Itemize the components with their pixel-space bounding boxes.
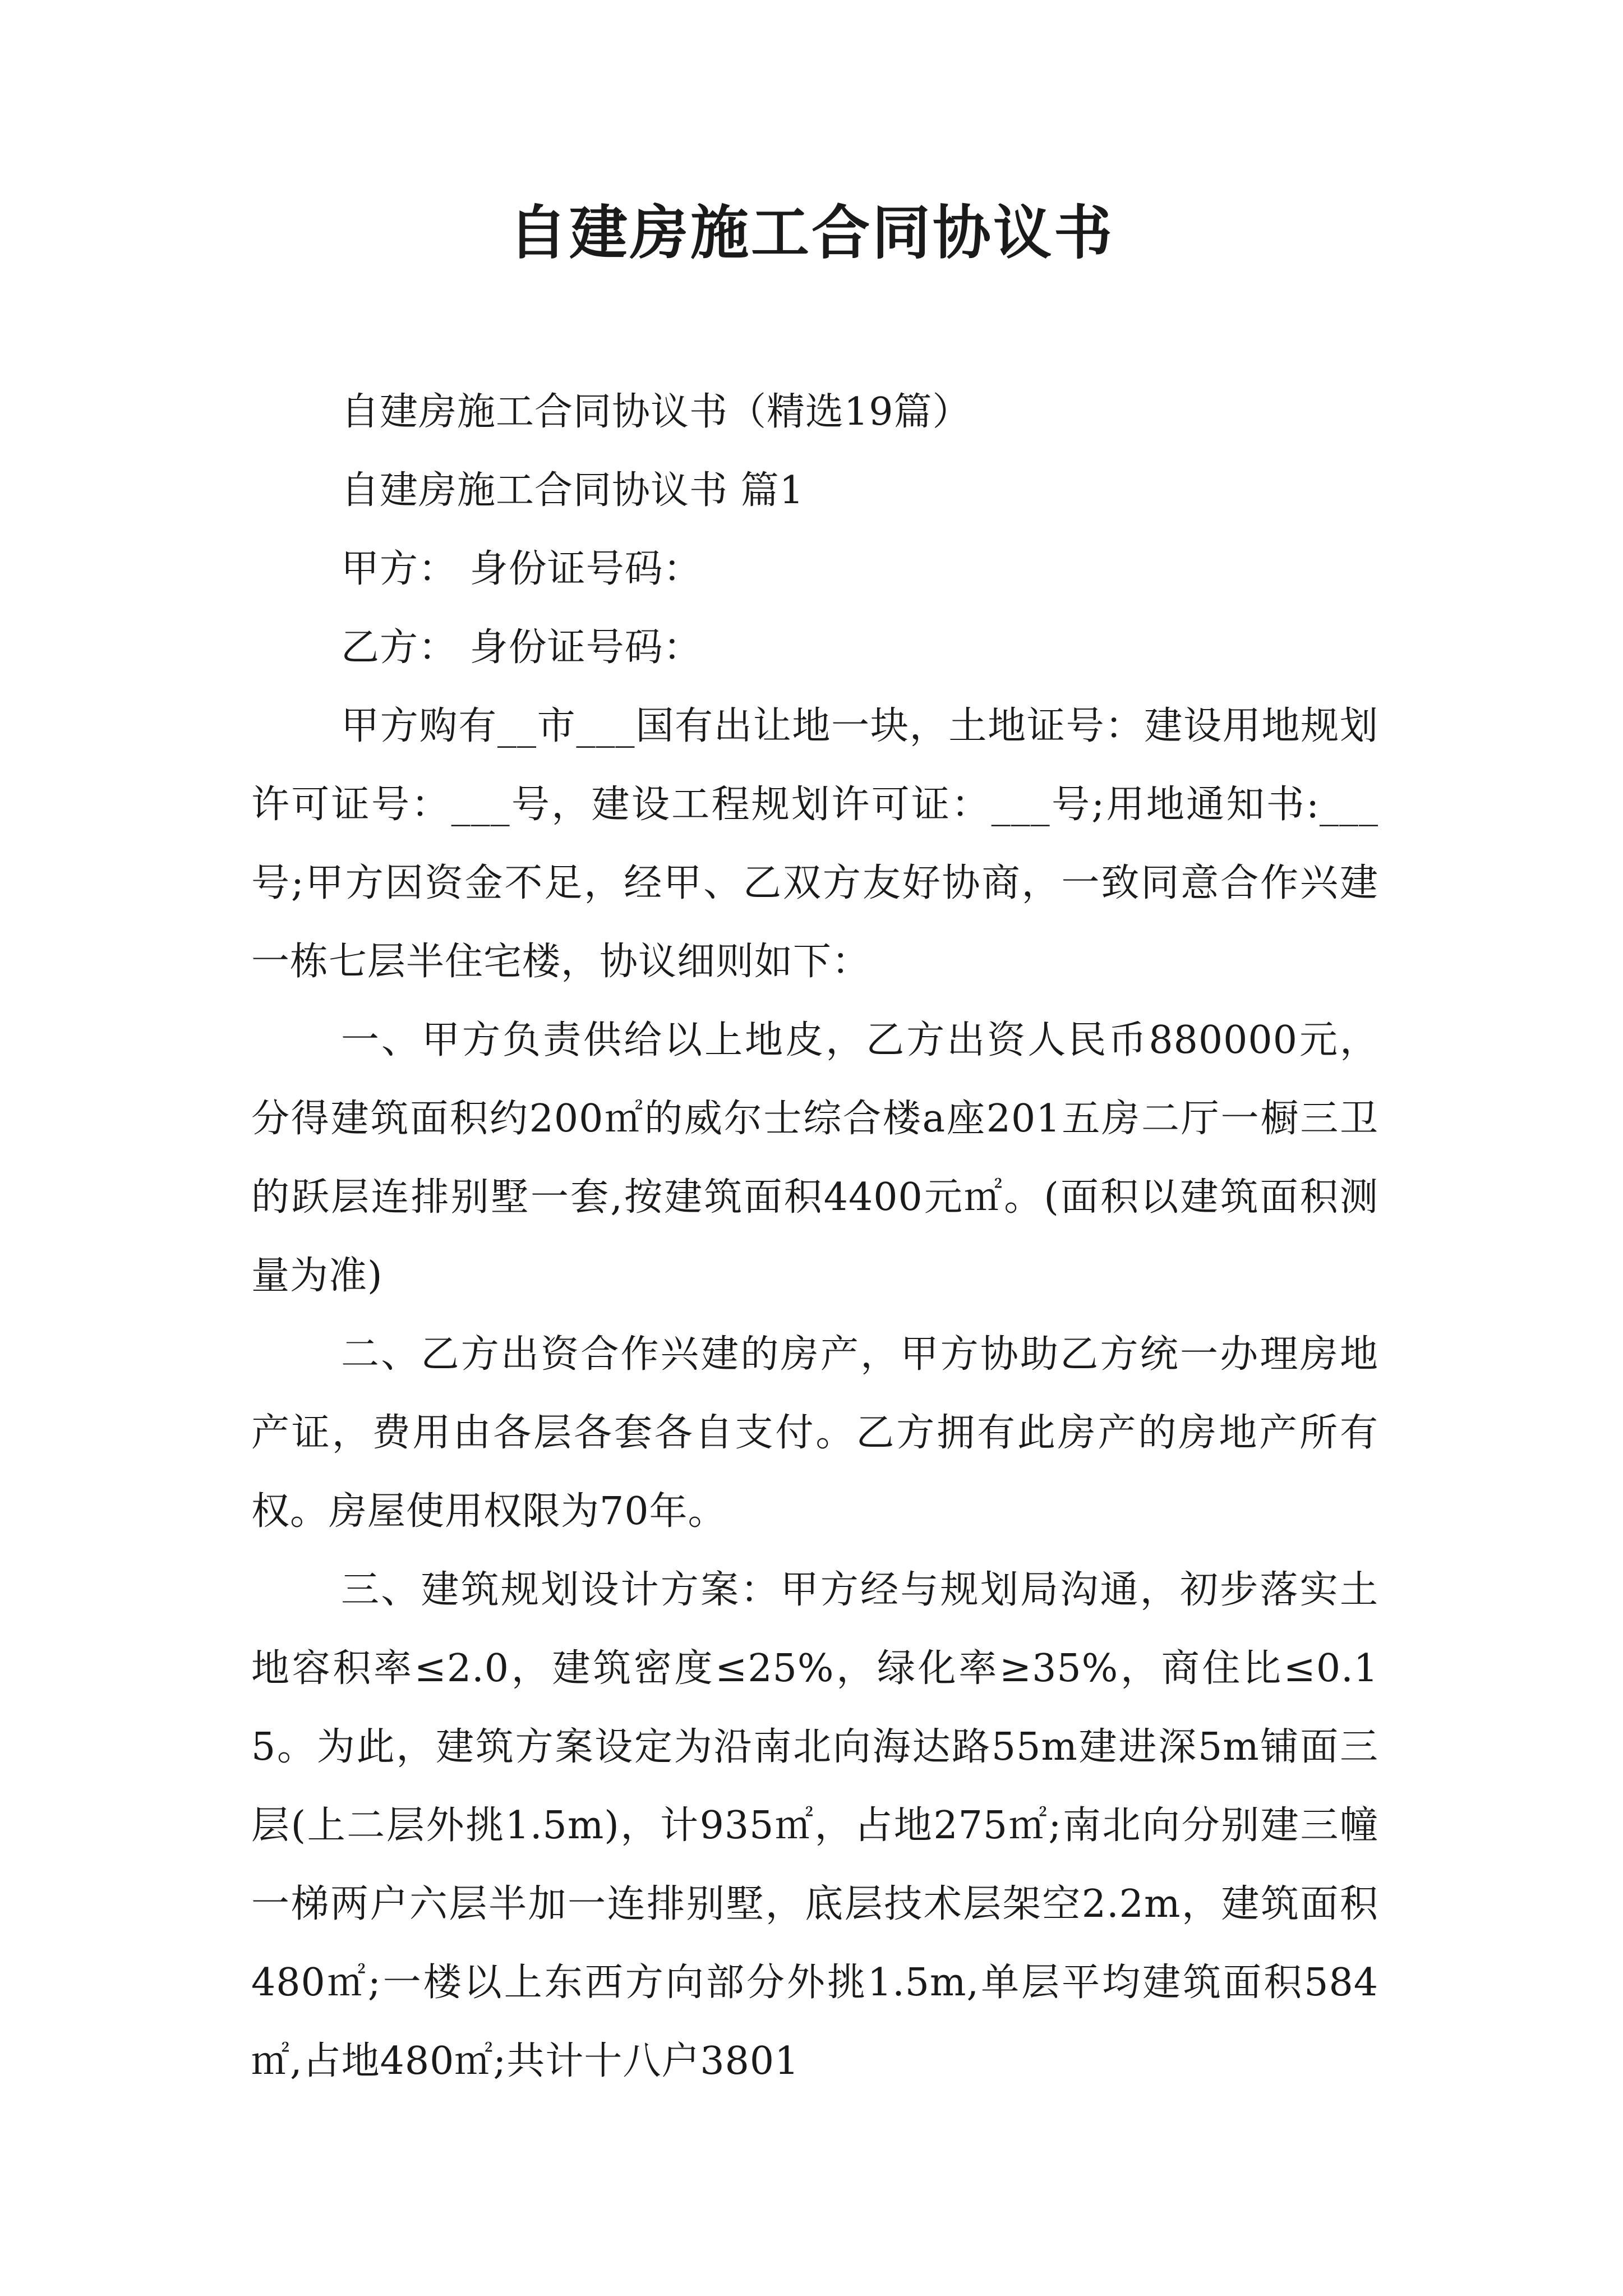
paragraph-party-a: 甲方： 身份证号码： bbox=[341, 547, 702, 591]
paragraph-section-heading: 自建房施工合同协议书 篇1 bbox=[341, 468, 804, 513]
paragraph-subtitle: 自建房施工合同协议书（精选19篇） bbox=[341, 390, 971, 434]
paragraph-preamble: 甲方购有__市___国有出让地一块，土地证号：建设用地规划许可证号：___号，建设工程规划许可证：___号;用地通知书:___号;甲方因资金不足，经甲、乙双方友好协商，一致同意合作兴建一栋七层半住宅楼，协议细则如下： bbox=[251, 704, 1378, 984]
paragraph-party-b: 乙方： 身份证号码： bbox=[341, 625, 702, 670]
paragraph-clause-3: 三、建筑规划设计方案：甲方经与规划局沟通，初步落实土地容积率≤2.0，建筑密度≤25%，绿化率≥35%，商住比≤0.15。为此，建筑方案设定为沿南北向海达路55m建进深5m铺面三层(上二层外挑1.5m)，计935㎡，占地275㎡;南北向分别建三幢一梯两户六层半加一连排别墅，底层技术层架空2.2m，建筑面积480㎡;一楼以上东西方向部分外挑1.5m,单层平均建筑面积584㎡,占地480㎡;共计十八户3801 bbox=[251, 1568, 1378, 2083]
paragraph-clause-2: 二、乙方出资合作兴建的房产，甲方协助乙方统一办理房地产证，费用由各层各套各自支付。乙方拥有此房产的房地产所有权。房屋使用权限为70年。 bbox=[251, 1332, 1378, 1534]
paragraph-clause-1: 一、甲方负责供给以上地皮，乙方出资人民币880000元，分得建筑面积约200㎡的威尔士综合楼a座201五房二厅一橱三卫的跃层连排别墅一套,按建筑面积4400元㎡。(面积以建筑面积测量为准) bbox=[251, 1018, 1378, 1298]
document-title: 自建房施工合同协议书 bbox=[508, 198, 1114, 267]
document-body bbox=[251, 373, 1378, 2101]
